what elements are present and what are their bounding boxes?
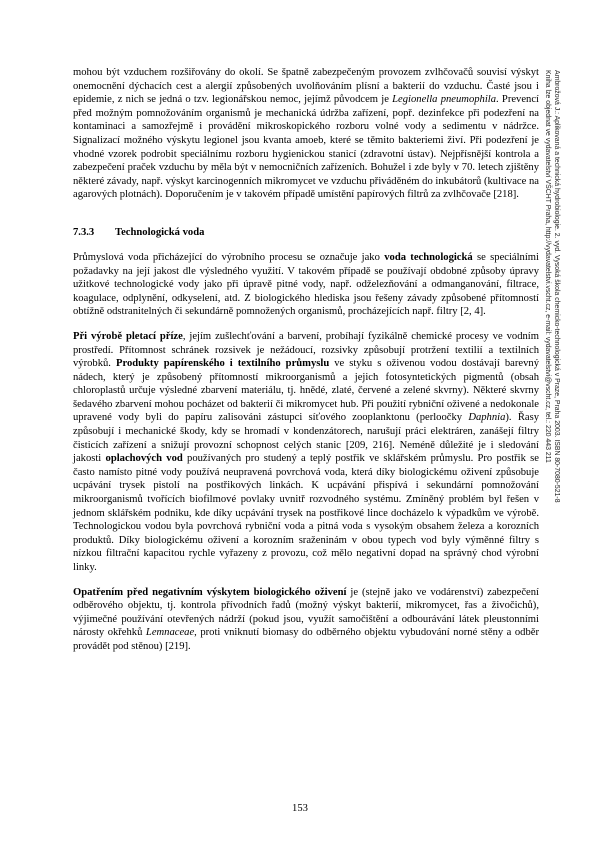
- section-heading: [73, 226, 539, 240]
- species-name: Daphnia: [468, 412, 506, 424]
- paragraph-humidifiers: [73, 66, 539, 202]
- term: Produkty papírenského i textilního průmyslu: [115, 358, 330, 370]
- text: Průmyslová voda přicházející do výrobního procesu se označuje jako: [73, 251, 385, 263]
- text: ve styku s oživenou vodou dostávají barevný nádech, který je způsobený přítomností mikroorganismů a jejich fotosyntetických pigmentů (obsah chloroplastů určuje výsledné zbarvení materiálu, tj. hnědé, zlaté, červené a zelené skvrny). Některé skvrny šedavého zbarvení mohou pocházet od bakterií či mikromycet hub. Při použití rybniční oživené a nedokonale upravené vody byli do papíru zalisováni zástupci síťového zooplanktonu (perloočky: [73, 358, 539, 424]
- species-name: Legionella pneumophila: [392, 94, 497, 106]
- term: oplachových vod: [105, 453, 183, 465]
- paragraph-technological-water: [73, 251, 539, 319]
- text: je (stejně jako ve vodárenství) zabezpečení odběrového objektu, tj. kontrola přívodních řadů (možný výskyt bakterií, mikromycet, řas a živočichů), výjimečné používání otevřených nádrží (pokud jsou, využít samočištění a odbourávání látek pleustonními nárosty okřehků: [73, 586, 539, 639]
- text: používaných pro studený a teplý postřik ve sklářském průmyslu. Pro postřik se často namísto pitné vody používá neupravená povrchová voda, která díky biologickému oživení způsobuje ucpávání trysek pistolí na postřikových linkách. K ucpávání přispívá i sekundární pomnožování mikroorganismů tvořících biofilmové povlaky uvnitř rozvodného systému. Zmíněný problém byl řešen v jednom sklářském podniku, kde díky ucpávání trysek na postřikové lince docházelo k výpadkům ve výrobě. Technologickou vodou byla povrchová rybniční voda a pitná voda s vysokým obsahem železa a korozních produktů. Díky biologickému oživení a korozním sraženinám v obou typech vod byly výměnné filtry s nízkou filtrační kapacitou rychle vyřazeny z provozu, což mělo negativní dopad na správný chod výrobní linky.: [73, 453, 539, 573]
- citation-line-1: Ambrožová J.: Aplikovaná a technická hydrobiologie. 2. vyd. Vysoká škola chemicko-technologická v Praze, Praha 2003. ISBN 80-7080-521-8: [553, 70, 560, 503]
- text: ). Řasy způsobují i mechanické škody, kdy se hromadí v kondenzátorech, narušují práci elektráren, zanášejí filtry čisticích zařízení a snižují provozní schopnost celých stanic [209, 216]. Neméně důležité je i sledování jakosti: [73, 412, 540, 465]
- term: Opatřením před negativním výskytem biologického oživení: [73, 586, 347, 598]
- text: , jejím zušlechťování a barvení, probíhají fyzikálně chemické procesy ve vodním prostředí. Přítomnost schránek rozsivek je nežádoucí, rozsivky způsobují protržení textilií a textilních výrobků.: [73, 330, 539, 370]
- page-body: [73, 66, 539, 665]
- text: se speciálními požadavky na její jakost dle výsledného využití. V takovém případě se používají obdobné způsoby úpravy užitkové technologické vody jako při úpravě pitné vody, např. odželezňování a odmanganování, filtrace, koagulace, odplynění, odkyselení, atd. Z biologického hlediska jsou řešeny závady způsobené přítomností obtížně odstranitelných či sekundárně pomnožených organismů, procházejících např. filtry [2, 4].: [73, 251, 539, 318]
- section-title: Technologická voda: [115, 226, 205, 238]
- text: . Prevencí před možným pomnožováním organismů je mechanická údržba zařízení, popř. dezinfekce při podezření na kontaminaci a samozřejmě i provádění mikroskopického rozboru volné vody a sedimentu v nádržce. Signalizací možného výskytu legionel jsou kvanta amoeb, které se těmito bakteriemi živí. Při podezření je vhodné vzorek podrobit speciálnímu rozboru hygienickou stanicí (zdravotní ústav). Nejpřísnější kontrola a zabezpečení praček vzduchu by měla být v nemocničních zařízeních. Bohužel i zde byly v 70. letech zjištěny některé závady, např. výskyt karcinogenních mikromycet ve vzduchu přiváděném do inkubátorů (kultivace na agarových plotnách). Doporučením je v takovém případě umístění papírových filtrů za zvlhčovače [218].: [73, 94, 539, 201]
- term: Při výrobě pletací příze: [73, 330, 183, 342]
- page-number: 153: [292, 803, 308, 814]
- term: voda technologická: [384, 251, 473, 263]
- citation-sidebar: [543, 70, 560, 630]
- paragraph-yarn-production: [73, 330, 539, 575]
- species-name: Lemnaceae: [145, 627, 195, 639]
- text: , proti vniknutí biomasy do odběrného objektu vybudování norné stěny a odběr provádět pod stěnou) [219].: [73, 627, 539, 652]
- section-number: 7.3.3: [73, 226, 95, 238]
- citation-line-2: Kniha lze objednat ve vydavatelství VŠCHT Praha, http://vydavatelstvi.vscht.cz, e-mail: vydavatelstvi@vscht.cz, tel.: 220 443 211: [544, 70, 552, 463]
- paragraph-measures: [73, 586, 539, 654]
- text: mohou být vzduchem rozšiřovány do okolí. Se špatně zabezpečeným provozem zvlhčovačů souvisí výskyt onemocnění dýchacích cest a alergií způsobených uvolňováním plísní a bakterií do vzduchu. Časté jsou i epidemie, z nich se jedná o tzv. legionářskou nemoc, jejímž původcem je: [73, 67, 539, 106]
